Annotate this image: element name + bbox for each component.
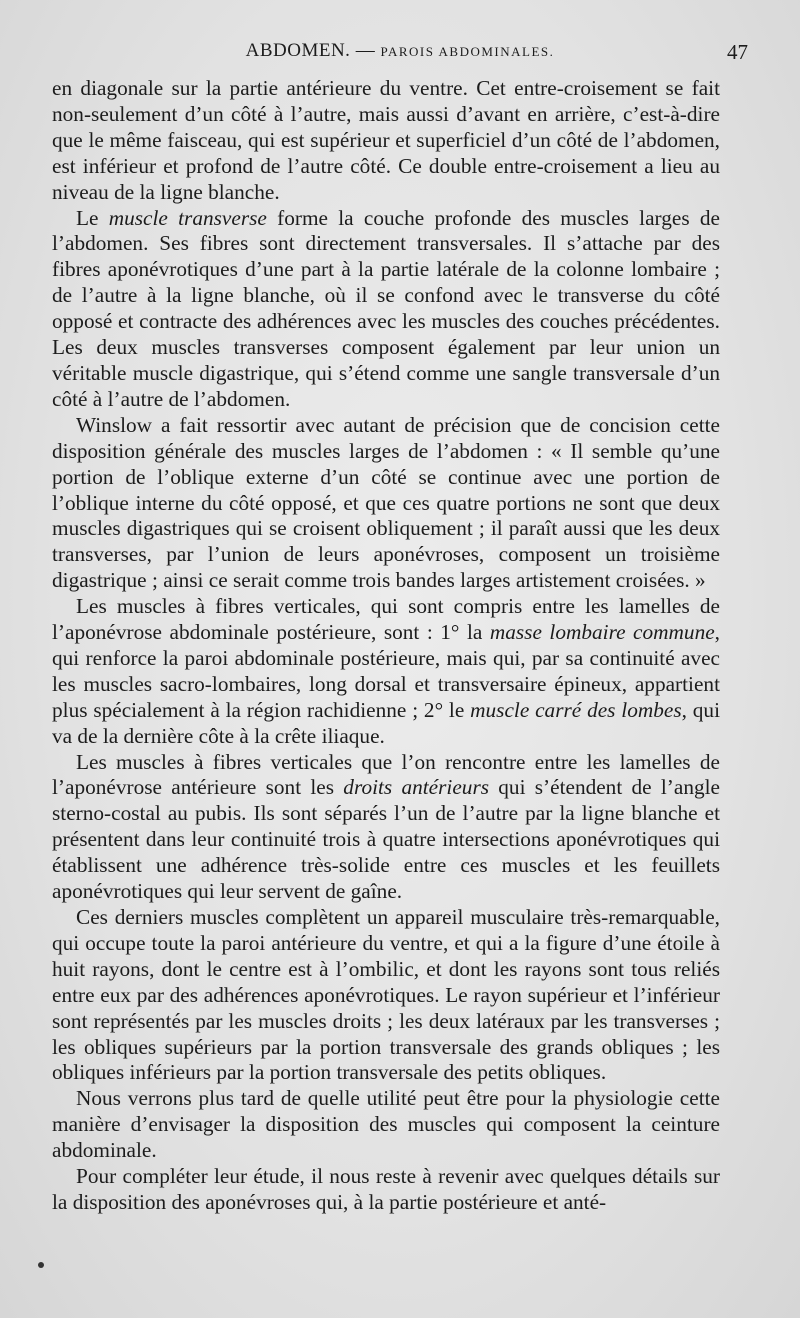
text-run: , qui va de la dernière côte à la crête iliaque. bbox=[52, 697, 720, 748]
text-run: Winslow a fait ressortir avec autant de précision que de concision cette disposition générale des muscles larges de l’abdomen : « Il semble qu’une portion de l’oblique externe d’un côté se continue avec une portion de l’oblique interne du côté opposé, et que ces quatre portions ne sont que deux muscles digastriques qui se croisent obliquement ; il paraît aussi que les deux transverses, par l’union de leurs aponévroses, composent un troisième digastrique ; ainsi ce serait comme trois bandes larges artistement croisées. » bbox=[52, 412, 720, 593]
page-header bbox=[52, 36, 748, 66]
paragraph bbox=[52, 1086, 720, 1164]
text-run: Nous verrons plus tard de quelle utilité peut être pour la physiologie cette manière d’envisager la disposition des muscles qui composent la ceinture abdominale. bbox=[52, 1086, 720, 1163]
text-run: qui s’étendent de l’angle sterno-costal au pubis. Ils sont séparés l’un de l’autre par la ligne blanche et présentent dans leur continuité trois à quatre intersections aponévrotiques qui établissent une adhérence très-solide entre ces muscles et les feuillets aponévrotiques qui leur servent de gaîne. bbox=[52, 775, 720, 904]
text-run: , qui renforce la paroi abdominale postérieure, mais qui, par sa continuité avec les muscles sacro-lombaires, long dorsal et transversaire épineux, appartient plus spécialement à la région rachidienne ; 2° le bbox=[52, 620, 720, 722]
paragraph bbox=[52, 750, 720, 905]
paragraph bbox=[52, 76, 720, 206]
text-run: en diagonale sur la partie antérieure du ventre. Cet entre-croisement se fait non-seulement d’un côté à l’autre, mais aussi d’avant en arrière, c’est-à-dire que le même faisceau, qui est supérieur et superficiel d’un côté de l’abdomen, est inférieur et profond de l’autre côté. Ce double entre-croisement a lieu au niveau de la ligne blanche. bbox=[52, 76, 720, 204]
italic-term: droits antérieurs bbox=[343, 775, 490, 800]
text-run: Les muscles à fibres verticales que l’on rencontre entre les lamelles de l’aponévrose antérieure sont les bbox=[52, 749, 720, 800]
paragraph bbox=[52, 206, 720, 413]
italic-term: masse lombaire commune bbox=[489, 620, 715, 645]
text-run: Pour compléter leur étude, il nous reste à revenir avec quelques détails sur la disposition des aponévroses qui, à la partie postérieure et anté- bbox=[52, 1164, 720, 1214]
paragraph bbox=[52, 905, 720, 1086]
paragraph bbox=[52, 413, 720, 594]
paragraph bbox=[52, 1164, 720, 1216]
text-run: forme la couche profonde des muscles larges de l’abdomen. Ses fibres sont directement transversales. Il s’attache par des fibres aponévrotiques d’une part à la partie latérale de la colonne lombaire ; de l’autre à la ligne blanche, où il se confond avec le transverse du côté opposé et contracte des adhérences avec les muscles des couches précédentes. Les deux muscles transverses composent également par leur union un véritable muscle digastrique, qui s’étend comme une sangle transversale d’un côté à l’autre de l’abdomen. bbox=[52, 205, 720, 411]
text-run: Le bbox=[76, 205, 109, 230]
running-head bbox=[52, 40, 748, 62]
text-run: Ces derniers muscles complètent un appareil musculaire très-remarquable, qui occupe toute la paroi antérieure du ventre, et qui a la figure d’une étoile à huit rayons, dont le centre est à l’ombilic, et dont les rayons sont tous reliés entre eux par des adhérences aponévrotiques. Le rayon supérieur et l’inférieur sont représentés par les muscles droits ; les deux latéraux par les transverses ; les obliques supérieurs par la portion transversale des grands obliques ; les obliques inférieurs par la portion transversale des petits obliques. bbox=[52, 905, 720, 1085]
paragraph bbox=[52, 594, 720, 749]
italic-term: muscle transverse bbox=[108, 205, 267, 230]
text-run: Les muscles à fibres verticales, qui sont compris entre les lamelles de l’aponévrose abdominale postérieure, sont : 1° la bbox=[52, 594, 720, 645]
italic-term: muscle carré des lombes bbox=[470, 697, 682, 722]
page-number: 47 bbox=[727, 40, 748, 64]
running-head-main: ABDOMEN. bbox=[245, 40, 351, 61]
running-head-dash: — bbox=[355, 40, 376, 61]
ink-dot-mark bbox=[38, 1262, 44, 1268]
running-head-sub: PAROIS ABDOMINALES. bbox=[380, 44, 555, 59]
body-text bbox=[52, 76, 720, 1216]
